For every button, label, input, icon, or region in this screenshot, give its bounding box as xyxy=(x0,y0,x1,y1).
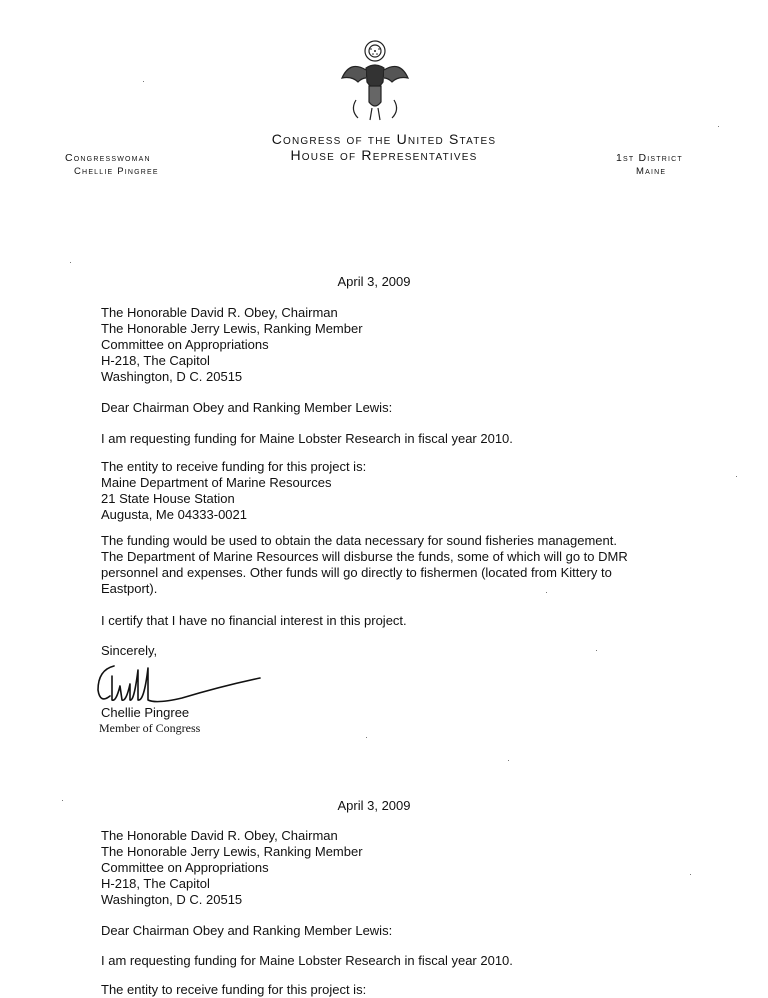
address-line: H-218, The Capitol xyxy=(101,876,210,891)
salutation: Dear Chairman Obey and Ranking Member Lewis: xyxy=(101,400,393,415)
purpose-paragraph xyxy=(101,533,628,597)
address-line: The Honorable Jerry Lewis, Ranking Member xyxy=(101,321,363,336)
letter-date: April 3, 2009 xyxy=(337,798,411,813)
letter-date: April 3, 2009 xyxy=(337,274,411,289)
closing: Sincerely, xyxy=(101,643,158,658)
signer-name: Chellie Pingree xyxy=(101,705,190,720)
entity-line: Maine Department of Marine Resources xyxy=(101,475,332,490)
recipient-address xyxy=(101,305,363,385)
purpose-line: personnel and expenses. Other funds will go directly to fishermen (located from Kittery to xyxy=(101,565,612,580)
address-line: Washington, D C. 20515 xyxy=(101,369,243,384)
house-heading: House of Representatives xyxy=(290,147,478,163)
salutation: Dear Chairman Obey and Ranking Member Lewis: xyxy=(101,923,393,938)
purpose-line: The Department of Marine Resources will disburse the funds, some of which will go to DMR xyxy=(101,549,628,564)
eagle-seal-icon xyxy=(336,38,414,124)
address-line: The Honorable Jerry Lewis, Ranking Member xyxy=(101,844,363,859)
purpose-line: Eastport). xyxy=(101,581,158,596)
entity-intro: The entity to receive funding for this project is: xyxy=(101,982,367,997)
state-label: Maine xyxy=(636,166,667,177)
funding-request: I am requesting funding for Maine Lobster Research in fiscal year 2010. xyxy=(101,953,513,968)
address-line: The Honorable David R. Obey, Chairman xyxy=(101,305,338,320)
member-name: Chellie Pingree xyxy=(74,166,159,177)
address-line: Committee on Appropriations xyxy=(101,337,269,352)
signer-title: Member of Congress xyxy=(99,721,201,735)
recipient-address xyxy=(101,828,363,908)
congress-heading: Congress of the United States xyxy=(271,131,497,147)
address-line: Committee on Appropriations xyxy=(101,860,269,875)
member-title: Congresswoman xyxy=(65,152,151,164)
address-line: H-218, The Capitol xyxy=(101,353,210,368)
funding-request: I am requesting funding for Maine Lobster Research in fiscal year 2010. xyxy=(101,431,513,446)
entity-block xyxy=(101,459,366,523)
address-line: Washington, D C. 20515 xyxy=(101,892,243,907)
entity-intro: The entity to receive funding for this project is: xyxy=(101,459,367,474)
purpose-line: The funding would be used to obtain the data necessary for sound fisheries management. xyxy=(101,533,617,548)
entity-line: 21 State House Station xyxy=(101,491,235,506)
district-label: 1st District xyxy=(616,152,683,164)
entity-line: Augusta, Me 04333-0021 xyxy=(101,507,247,522)
handwritten-signature xyxy=(92,656,262,708)
address-line: The Honorable David R. Obey, Chairman xyxy=(101,828,338,843)
certification: I certify that I have no financial interest in this project. xyxy=(101,613,407,628)
